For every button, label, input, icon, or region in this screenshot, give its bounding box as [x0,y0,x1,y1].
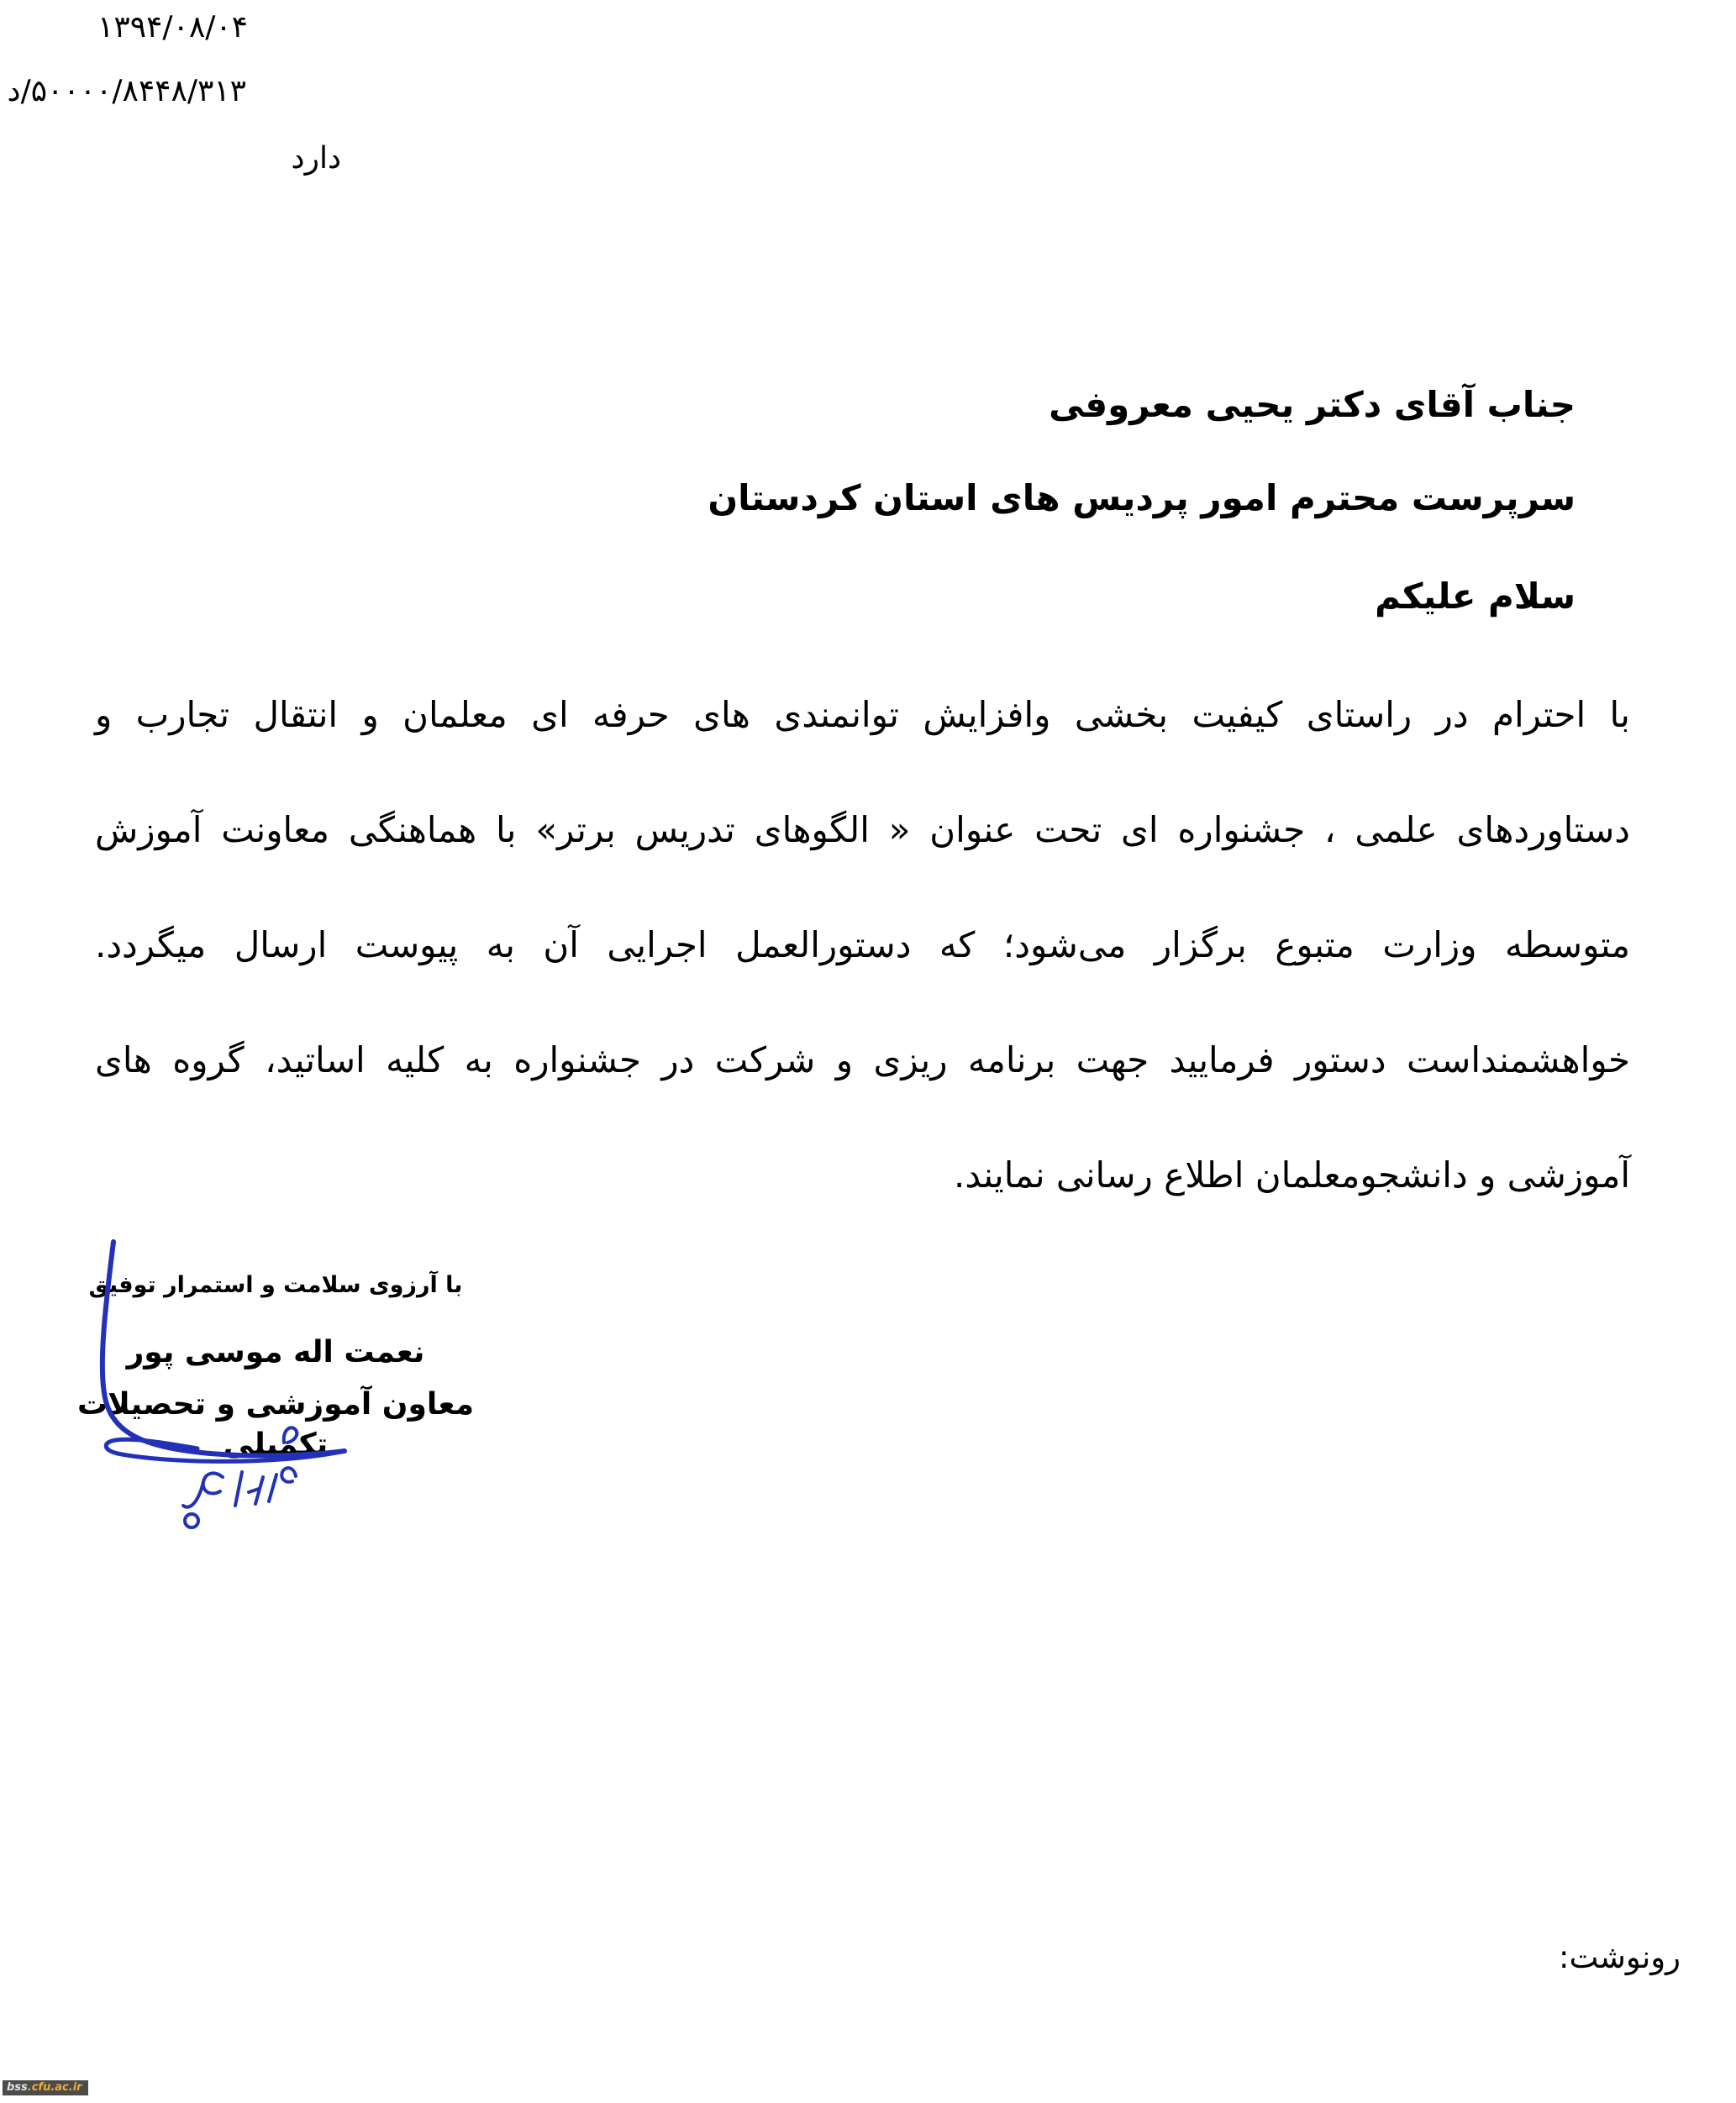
body-line: خواهشمنداست دستور فرمایید جهت برنامه ریزی و شرکت در جشنواره به کلیه اساتید، گروه های [95,1039,1630,1080]
body-line: دستاوردهای علمی ، جشنواره ای تحت عنوان « الگوهای تدریس برتر» با هماهنگی معاونت آموزش [95,809,1630,850]
recipient-block [708,380,1576,621]
signer-name: نعمت اله موسی پور [126,1335,425,1370]
copy-label: رونوشت: [1559,1939,1681,1975]
recipient-title: سرپرست محترم امور پردیس های استان کردستان [708,477,1576,518]
salutation: سلام علیکم [1375,576,1576,617]
closing-wish: با آرزوی سلامت و استمرار توفیق [88,1272,463,1298]
body-line: با احترام در راستای کیفیت بخشی وافزایش توانمندی های حرفه ای معلمان و انتقال تجارب و [95,694,1630,735]
letter-body [95,657,1630,1233]
recipient-name: جناب آقای دکتر یحیی معروفی [1049,384,1576,425]
signature-ink [67,1210,370,1546]
letter-number: ۵۰۰۰۰/۸۴۴۸/۳۱۳/د [7,74,246,108]
site-badge [3,2080,88,2095]
site-badge-suffix: .cfu.ac.ir [27,2081,82,2094]
letter-date: ۱۳۹۴/۰۸/۰۴ [97,10,248,45]
body-line: متوسطه وزارت متبوع برگزار می‌شود؛ که دستورالعمل اجرایی آن به پیوست ارسال میگردد. [95,924,1630,965]
site-badge-prefix: bss [7,2081,28,2094]
attachment-status: دارد [291,141,341,176]
body-line: آموزشی و دانشجومعلمان اطلاع رسانی نمایند. [953,1154,1630,1196]
signer-title: معاون آموزشی و تحصیلات تکمیلی [76,1387,475,1462]
